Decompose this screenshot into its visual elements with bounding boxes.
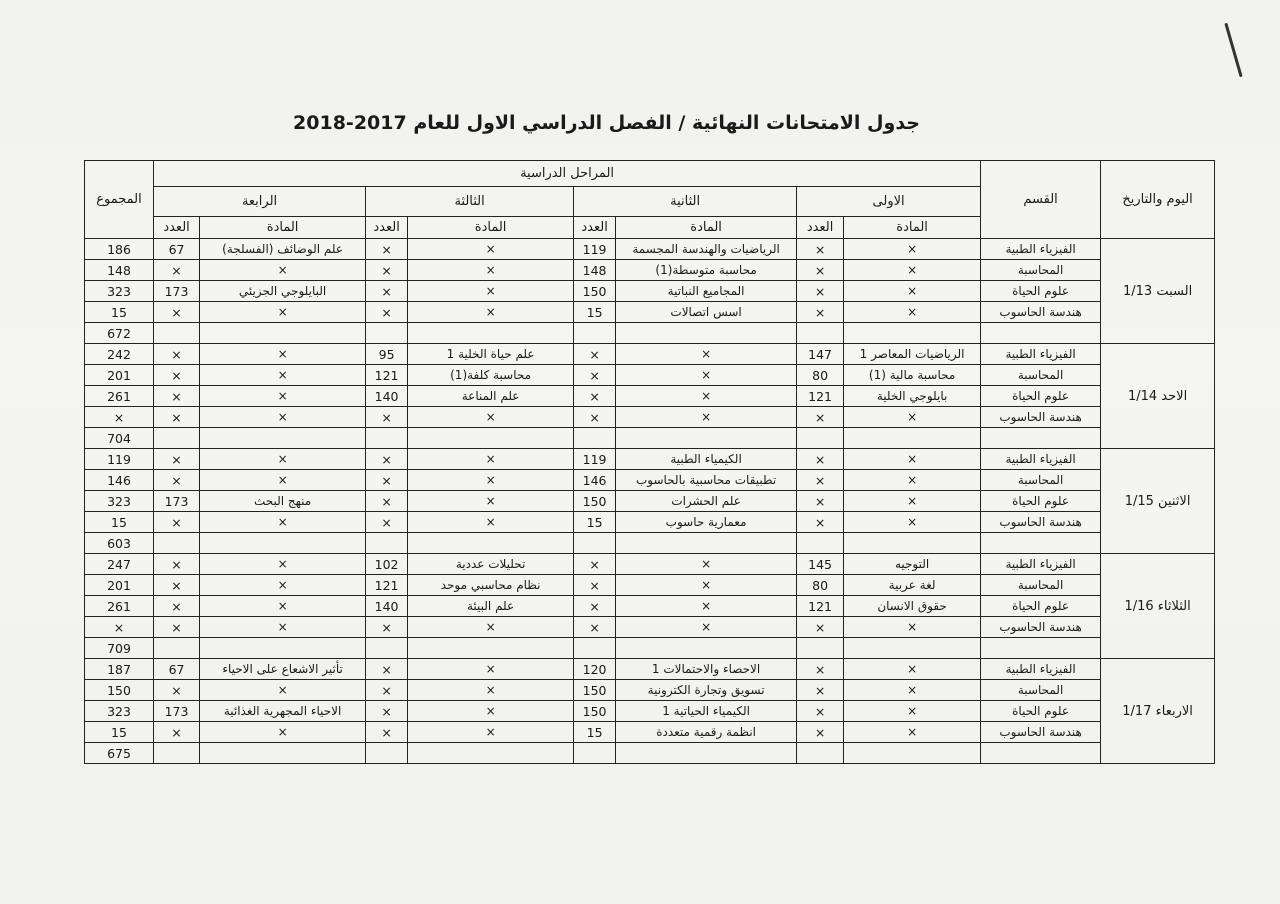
stage1-subject-cell: الرياضيات المعاصر 1	[844, 344, 981, 365]
document-title: جدول الامتحانات النهائية / الفصل الدراسي الاول للعام 2017-2018	[293, 112, 920, 134]
stage4-count-cell: 173	[154, 491, 200, 512]
stage3-subject-cell: نظام محاسبي موحد	[408, 575, 574, 596]
stage2-count-cell: ×	[574, 596, 616, 617]
stage4-subject-cell: ×	[200, 617, 366, 638]
stage4-subject-cell: ×	[200, 554, 366, 575]
empty-cell	[844, 743, 981, 764]
header-subject: المادة	[844, 217, 981, 239]
stage2-count-cell: 15	[574, 302, 616, 323]
stage1-count-cell: ×	[797, 239, 844, 260]
empty-cell	[154, 428, 200, 449]
stage1-count-cell: 121	[797, 386, 844, 407]
stage3-subject-cell: علم البيئة	[408, 596, 574, 617]
total-cell: 187	[85, 659, 154, 680]
stage3-count-cell: ×	[366, 281, 408, 302]
empty-cell	[616, 428, 797, 449]
stage3-count-cell: 102	[366, 554, 408, 575]
stage2-subject-cell: ×	[616, 596, 797, 617]
stage4-subject-cell: ×	[200, 407, 366, 428]
dept-cell: علوم الحياة	[981, 701, 1101, 722]
table-row	[85, 470, 1215, 491]
empty-cell	[200, 638, 366, 659]
stage4-count-cell: ×	[154, 470, 200, 491]
dept-cell: المحاسبة	[981, 260, 1101, 281]
table-row	[85, 407, 1215, 428]
stage2-subject-cell: الكيمياء الحياتية 1	[616, 701, 797, 722]
dept-cell: هندسة الحاسوب	[981, 617, 1101, 638]
stage1-subject-cell: لغة عربية	[844, 575, 981, 596]
stage2-subject-cell: تطبيقات محاسبية بالحاسوب	[616, 470, 797, 491]
stage2-subject-cell: ×	[616, 365, 797, 386]
total-cell: 186	[85, 239, 154, 260]
header-dept: القسم	[981, 161, 1101, 239]
dept-cell: المحاسبة	[981, 470, 1101, 491]
empty-cell	[844, 428, 981, 449]
table-row	[85, 575, 1215, 596]
stage2-count-cell: 15	[574, 512, 616, 533]
stage2-subject-cell: الاحصاء والاحتمالات 1	[616, 659, 797, 680]
stage4-subject-cell: ×	[200, 365, 366, 386]
stage3-count-cell: ×	[366, 407, 408, 428]
stage1-subject-cell: محاسبة مالية (1)	[844, 365, 981, 386]
dept-cell: المحاسبة	[981, 365, 1101, 386]
stage4-count-cell: ×	[154, 596, 200, 617]
stage4-subject-cell: ×	[200, 386, 366, 407]
header-stage2: الثانية	[574, 187, 797, 217]
stage4-subject-cell: ×	[200, 575, 366, 596]
empty-cell	[366, 638, 408, 659]
stage4-subject-cell: ×	[200, 596, 366, 617]
empty-cell	[797, 428, 844, 449]
stage3-subject-cell: ×	[408, 407, 574, 428]
dept-cell: هندسة الحاسوب	[981, 302, 1101, 323]
empty-cell	[366, 428, 408, 449]
dept-cell: الفيزياء الطبية	[981, 449, 1101, 470]
stage4-subject-cell: ×	[200, 722, 366, 743]
stage3-subject-cell: محاسبة كلفة(1)	[408, 365, 574, 386]
table-row	[85, 659, 1215, 680]
stage1-subject-cell: ×	[844, 470, 981, 491]
stage2-subject-cell: ×	[616, 554, 797, 575]
empty-cell	[616, 323, 797, 344]
stage2-count-cell: ×	[574, 365, 616, 386]
stage4-count-cell: ×	[154, 407, 200, 428]
empty-cell	[616, 533, 797, 554]
stage1-count-cell: ×	[797, 701, 844, 722]
total-cell: 247	[85, 554, 154, 575]
stage3-count-cell: ×	[366, 470, 408, 491]
stage4-count-cell: ×	[154, 554, 200, 575]
stage2-subject-cell: الكيمياء الطبية	[616, 449, 797, 470]
stage4-count-cell: ×	[154, 386, 200, 407]
stage2-count-cell: 150	[574, 491, 616, 512]
stage1-count-cell: ×	[797, 260, 844, 281]
stage1-subject-cell: ×	[844, 659, 981, 680]
dept-cell: الفيزياء الطبية	[981, 554, 1101, 575]
stage3-count-cell: 121	[366, 575, 408, 596]
empty-cell	[574, 638, 616, 659]
stage1-count-cell: ×	[797, 617, 844, 638]
dept-cell: علوم الحياة	[981, 491, 1101, 512]
day-total-row	[85, 323, 1215, 344]
table-row	[85, 617, 1215, 638]
stage1-count-cell: ×	[797, 491, 844, 512]
stage4-subject-cell: تأثير الاشعاع على الاحياء	[200, 659, 366, 680]
stage3-count-cell: 121	[366, 365, 408, 386]
empty-cell	[981, 428, 1101, 449]
table-row	[85, 302, 1215, 323]
empty-cell	[981, 533, 1101, 554]
dept-cell: الفيزياء الطبية	[981, 659, 1101, 680]
empty-cell	[154, 638, 200, 659]
header-day: اليوم والتاريخ	[1101, 161, 1215, 239]
empty-cell	[616, 638, 797, 659]
stage1-count-cell: 147	[797, 344, 844, 365]
schedule-body	[85, 239, 1215, 764]
header-count: العدد	[574, 217, 616, 239]
stage4-count-cell: ×	[154, 344, 200, 365]
header-count: العدد	[797, 217, 844, 239]
stage4-subject-cell: ×	[200, 512, 366, 533]
empty-cell	[574, 533, 616, 554]
stage4-subject-cell: ×	[200, 302, 366, 323]
empty-cell	[797, 533, 844, 554]
header-count: العدد	[366, 217, 408, 239]
stage2-count-cell: 120	[574, 659, 616, 680]
dept-cell: هندسة الحاسوب	[981, 407, 1101, 428]
empty-cell	[366, 533, 408, 554]
stage2-count-cell: ×	[574, 407, 616, 428]
stage1-subject-cell: بايلوجي الخلية	[844, 386, 981, 407]
stage3-subject-cell: ×	[408, 722, 574, 743]
day-total-cell: 704	[85, 428, 154, 449]
total-cell: 150	[85, 680, 154, 701]
header-total: المجموع	[85, 161, 154, 239]
dept-cell: علوم الحياة	[981, 281, 1101, 302]
total-cell: 15	[85, 302, 154, 323]
empty-cell	[200, 428, 366, 449]
total-cell: 261	[85, 596, 154, 617]
empty-cell	[154, 533, 200, 554]
stage3-subject-cell: علم المناعة	[408, 386, 574, 407]
total-cell: ×	[85, 407, 154, 428]
empty-cell	[408, 428, 574, 449]
empty-cell	[200, 323, 366, 344]
stage1-count-cell: ×	[797, 722, 844, 743]
stage2-count-cell: ×	[574, 344, 616, 365]
stage4-count-cell: 173	[154, 281, 200, 302]
stage1-count-cell: ×	[797, 470, 844, 491]
day-total-cell: 603	[85, 533, 154, 554]
stage4-count-cell: ×	[154, 575, 200, 596]
stage1-subject-cell: ×	[844, 512, 981, 533]
table-row	[85, 281, 1215, 302]
stage1-count-cell: 80	[797, 365, 844, 386]
total-cell: 15	[85, 722, 154, 743]
header-stage1: الاولى	[797, 187, 981, 217]
total-cell: 323	[85, 281, 154, 302]
stage4-subject-cell: ×	[200, 344, 366, 365]
stage2-subject-cell: تسويق وتجارة الكترونية	[616, 680, 797, 701]
stage4-count-cell: ×	[154, 680, 200, 701]
stage3-subject-cell: ×	[408, 302, 574, 323]
stage3-count-cell: ×	[366, 302, 408, 323]
stage2-count-cell: ×	[574, 617, 616, 638]
stage1-subject-cell: ×	[844, 449, 981, 470]
day-date-cell: الثلاثاء 1/16	[1101, 554, 1215, 659]
stage4-count-cell: ×	[154, 449, 200, 470]
stage2-count-cell: 119	[574, 239, 616, 260]
empty-cell	[366, 743, 408, 764]
stage3-subject-cell: ×	[408, 281, 574, 302]
stage1-count-cell: ×	[797, 449, 844, 470]
empty-cell	[574, 743, 616, 764]
table-row	[85, 722, 1215, 743]
day-total-row	[85, 638, 1215, 659]
stage3-subject-cell: ×	[408, 701, 574, 722]
stage1-subject-cell: ×	[844, 302, 981, 323]
stage3-subject-cell: ×	[408, 470, 574, 491]
total-cell: 146	[85, 470, 154, 491]
stage1-count-cell: 121	[797, 596, 844, 617]
stage3-count-cell: ×	[366, 617, 408, 638]
table-row	[85, 680, 1215, 701]
stage4-subject-cell: علم الوضائف (الفسلجة)	[200, 239, 366, 260]
stage2-subject-cell: ×	[616, 575, 797, 596]
stage1-subject-cell: ×	[844, 617, 981, 638]
stage2-count-cell: 150	[574, 680, 616, 701]
total-cell: 201	[85, 365, 154, 386]
table-row	[85, 449, 1215, 470]
table-row	[85, 512, 1215, 533]
empty-cell	[981, 743, 1101, 764]
stage3-count-cell: ×	[366, 659, 408, 680]
stage3-subject-cell: علم حياة الخلية 1	[408, 344, 574, 365]
empty-cell	[844, 323, 981, 344]
dept-cell: المحاسبة	[981, 680, 1101, 701]
stage1-count-cell: ×	[797, 659, 844, 680]
table-row	[85, 344, 1215, 365]
dept-cell: علوم الحياة	[981, 596, 1101, 617]
empty-cell	[981, 638, 1101, 659]
stage4-subject-cell: ×	[200, 470, 366, 491]
header-count: العدد	[154, 217, 200, 239]
stage1-subject-cell: ×	[844, 701, 981, 722]
day-total-row	[85, 428, 1215, 449]
stage3-subject-cell: ×	[408, 491, 574, 512]
total-cell: 15	[85, 512, 154, 533]
empty-cell	[844, 638, 981, 659]
stage1-subject-cell: ×	[844, 260, 981, 281]
exam-schedule-table	[84, 160, 1215, 764]
stage4-count-cell: ×	[154, 365, 200, 386]
stage3-count-cell: 95	[366, 344, 408, 365]
table-row	[85, 386, 1215, 407]
stage1-count-cell: ×	[797, 407, 844, 428]
stage2-count-cell: 148	[574, 260, 616, 281]
stage3-count-cell: ×	[366, 491, 408, 512]
day-total-row	[85, 743, 1215, 764]
stage4-subject-cell: ×	[200, 680, 366, 701]
stage4-subject-cell: منهج البحث	[200, 491, 366, 512]
stage4-subject-cell: ×	[200, 449, 366, 470]
stage2-count-cell: ×	[574, 575, 616, 596]
stage2-subject-cell: معمارية حاسوب	[616, 512, 797, 533]
stage4-subject-cell: البايلوجي الجزيئي	[200, 281, 366, 302]
stage4-count-cell: 173	[154, 701, 200, 722]
stage2-subject-cell: الرياضيات والهندسة المجسمة	[616, 239, 797, 260]
stage3-subject-cell: تحليلات عددية	[408, 554, 574, 575]
stage2-count-cell: 146	[574, 470, 616, 491]
total-cell: ×	[85, 617, 154, 638]
empty-cell	[616, 743, 797, 764]
dept-cell: علوم الحياة	[981, 386, 1101, 407]
stage4-count-cell: ×	[154, 302, 200, 323]
stage2-subject-cell: المجاميع النباتية	[616, 281, 797, 302]
stage2-subject-cell: ×	[616, 407, 797, 428]
stage2-count-cell: ×	[574, 554, 616, 575]
empty-cell	[797, 323, 844, 344]
table-row	[85, 554, 1215, 575]
stage3-count-cell: 140	[366, 386, 408, 407]
stage3-subject-cell: ×	[408, 512, 574, 533]
stage1-subject-cell: ×	[844, 722, 981, 743]
day-date-cell: السبت 1/13	[1101, 239, 1215, 344]
stage3-subject-cell: ×	[408, 680, 574, 701]
stage4-subject-cell: ×	[200, 260, 366, 281]
stage3-count-cell: ×	[366, 260, 408, 281]
stage2-subject-cell: محاسبة متوسطة(1)	[616, 260, 797, 281]
table-row	[85, 365, 1215, 386]
empty-cell	[844, 533, 981, 554]
stage2-subject-cell: انظمة رقمية متعددة	[616, 722, 797, 743]
day-total-row	[85, 533, 1215, 554]
empty-cell	[154, 323, 200, 344]
day-date-cell: الاربعاء 1/17	[1101, 659, 1215, 764]
empty-cell	[408, 533, 574, 554]
empty-cell	[797, 743, 844, 764]
total-cell: 261	[85, 386, 154, 407]
stage1-count-cell: ×	[797, 281, 844, 302]
table-row	[85, 491, 1215, 512]
stage3-count-cell: ×	[366, 722, 408, 743]
stage2-count-cell: 150	[574, 701, 616, 722]
table-row	[85, 701, 1215, 722]
stage2-subject-cell: ×	[616, 386, 797, 407]
dept-cell: الفيزياء الطبية	[981, 239, 1101, 260]
empty-cell	[797, 638, 844, 659]
stage4-count-cell: ×	[154, 722, 200, 743]
day-date-cell: الاثنين 1/15	[1101, 449, 1215, 554]
stage2-count-cell: ×	[574, 386, 616, 407]
stage1-subject-cell: ×	[844, 491, 981, 512]
stage1-subject-cell: التوجيه	[844, 554, 981, 575]
day-date-cell: الاحد 1/14	[1101, 344, 1215, 449]
stage3-subject-cell: ×	[408, 659, 574, 680]
table-row	[85, 596, 1215, 617]
header-stage4: الرابعة	[154, 187, 366, 217]
dept-cell: المحاسبة	[981, 575, 1101, 596]
total-cell: 201	[85, 575, 154, 596]
header-subject: المادة	[200, 217, 366, 239]
empty-cell	[408, 323, 574, 344]
header-stage3: الثالثة	[366, 187, 574, 217]
stage4-subject-cell: الاحياء المجهرية الغذائية	[200, 701, 366, 722]
stage1-count-cell: ×	[797, 680, 844, 701]
stage3-count-cell: ×	[366, 512, 408, 533]
stage3-subject-cell: ×	[408, 449, 574, 470]
empty-cell	[574, 428, 616, 449]
stage4-count-cell: ×	[154, 512, 200, 533]
stage1-count-cell: 145	[797, 554, 844, 575]
day-total-cell: 675	[85, 743, 154, 764]
total-cell: 242	[85, 344, 154, 365]
stage3-count-cell: ×	[366, 449, 408, 470]
stage2-count-cell: 15	[574, 722, 616, 743]
stage1-subject-cell: ×	[844, 407, 981, 428]
day-total-cell: 672	[85, 323, 154, 344]
stage4-count-cell: 67	[154, 659, 200, 680]
empty-cell	[200, 533, 366, 554]
stage2-subject-cell: اسس اتصالات	[616, 302, 797, 323]
dept-cell: هندسة الحاسوب	[981, 512, 1101, 533]
stage4-count-cell: ×	[154, 617, 200, 638]
empty-cell	[366, 323, 408, 344]
stage3-subject-cell: ×	[408, 239, 574, 260]
stage3-count-cell: ×	[366, 701, 408, 722]
table-row	[85, 260, 1215, 281]
stage1-subject-cell: ×	[844, 239, 981, 260]
stage3-subject-cell: ×	[408, 260, 574, 281]
stage4-count-cell: 67	[154, 239, 200, 260]
stage1-subject-cell: ×	[844, 281, 981, 302]
empty-cell	[408, 638, 574, 659]
total-cell: 323	[85, 701, 154, 722]
empty-cell	[200, 743, 366, 764]
stage3-count-cell: ×	[366, 680, 408, 701]
stage3-count-cell: ×	[366, 239, 408, 260]
stage1-count-cell: ×	[797, 302, 844, 323]
stage2-subject-cell: علم الحشرات	[616, 491, 797, 512]
header-stages: المراحل الدراسية	[154, 161, 981, 187]
stage1-count-cell: 80	[797, 575, 844, 596]
stage2-count-cell: 150	[574, 281, 616, 302]
stage1-count-cell: ×	[797, 512, 844, 533]
empty-cell	[574, 323, 616, 344]
stage2-count-cell: 119	[574, 449, 616, 470]
stage4-count-cell: ×	[154, 260, 200, 281]
header-subject: المادة	[616, 217, 797, 239]
table-row	[85, 239, 1215, 260]
header-subject: المادة	[408, 217, 574, 239]
total-cell: 148	[85, 260, 154, 281]
day-total-cell: 709	[85, 638, 154, 659]
stage1-subject-cell: حقوق الانسان	[844, 596, 981, 617]
stage2-subject-cell: ×	[616, 344, 797, 365]
total-cell: 119	[85, 449, 154, 470]
empty-cell	[981, 323, 1101, 344]
total-cell: 323	[85, 491, 154, 512]
stage2-subject-cell: ×	[616, 617, 797, 638]
dept-cell: هندسة الحاسوب	[981, 722, 1101, 743]
stage3-count-cell: 140	[366, 596, 408, 617]
empty-cell	[408, 743, 574, 764]
dept-cell: الفيزياء الطبية	[981, 344, 1101, 365]
stage1-subject-cell: ×	[844, 680, 981, 701]
stage3-subject-cell: ×	[408, 617, 574, 638]
empty-cell	[154, 743, 200, 764]
